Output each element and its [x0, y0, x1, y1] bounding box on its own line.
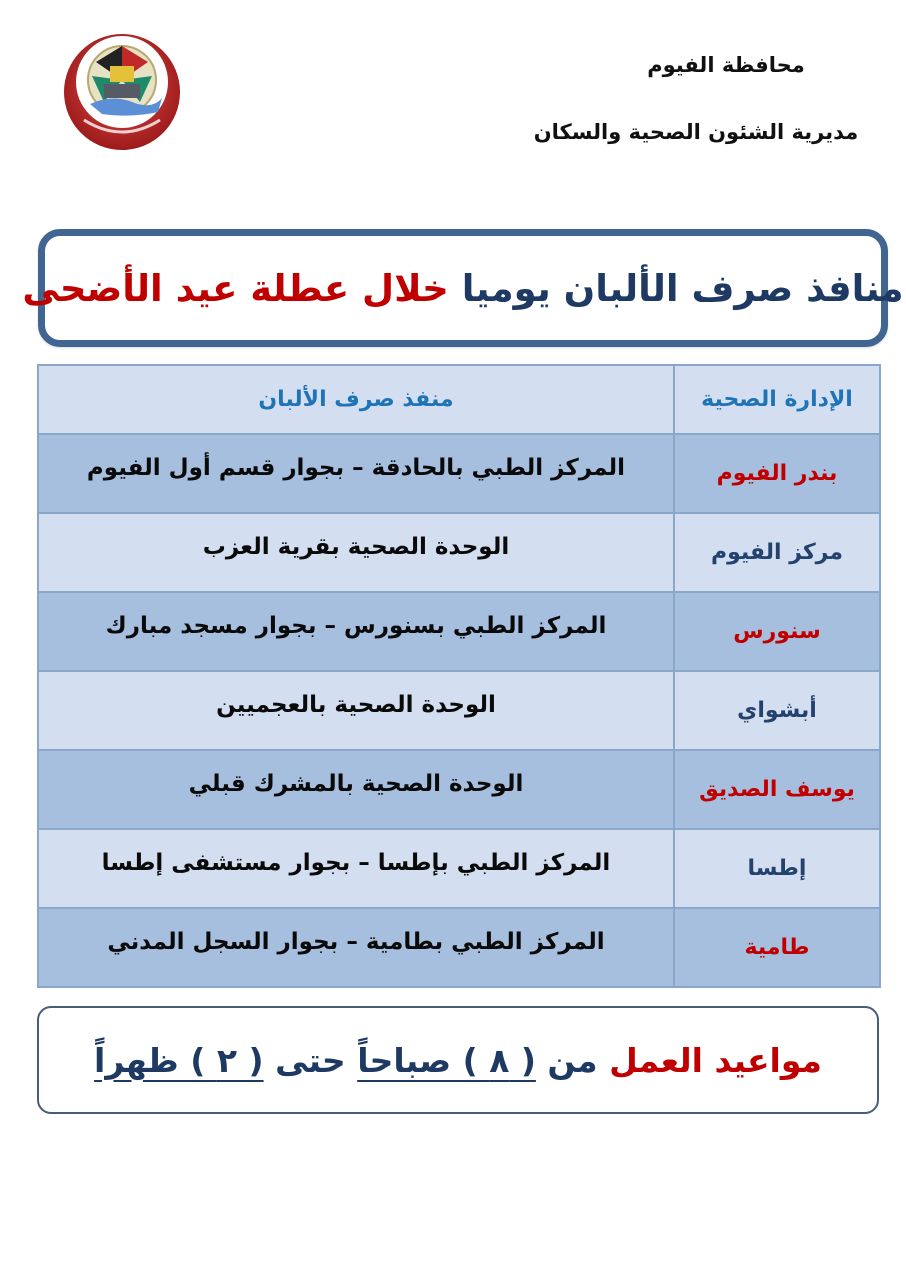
table-row [38, 592, 880, 671]
health-directorate-crescent-emblem-icon [62, 32, 182, 152]
working-hours-text [94, 1041, 822, 1080]
outlet-cell: المركز الطبي بسنورس – بجوار مسجد مبارك [38, 592, 674, 671]
department-cell: طامية [674, 908, 880, 987]
title-banner [22, 229, 904, 347]
outlet-cell: المركز الطبي بطامية – بجوار السجل المدني [38, 908, 674, 987]
milk-outlets-table [37, 364, 881, 988]
working-hours-label: مواعيد العمل [609, 1040, 822, 1080]
outlet-cell: الوحدة الصحية بالعجميين [38, 671, 674, 750]
table-row [38, 750, 880, 829]
table-row [38, 434, 880, 513]
table-header-row [38, 365, 880, 434]
department-cell: إطسا [674, 829, 880, 908]
title-outlets: منافذ صرف الألبان يوميا [461, 266, 904, 310]
outlet-cell: الوحدة الصحية بالمشرك قبلي [38, 750, 674, 829]
title-holiday: خلال عطلة عيد الأضحى [22, 266, 449, 310]
column-header-outlet: منفذ صرف الألبان [38, 365, 674, 434]
organization-header [526, 55, 866, 143]
table-row [38, 513, 880, 592]
hours-from: من [547, 1040, 598, 1080]
table-row [38, 671, 880, 750]
directorate-name: مديرية الشئون الصحية والسكان [533, 120, 859, 144]
table-row [38, 829, 880, 908]
outlet-cell: المركز الطبي بالحادقة – بجوار قسم أول الفيوم [38, 434, 674, 513]
outlet-cell: المركز الطبي بإطسا – بجوار مستشفى إطسا [38, 829, 674, 908]
table-row [38, 908, 880, 987]
hours-until: حتى [275, 1040, 346, 1080]
department-cell: يوسف الصديق [674, 750, 880, 829]
working-hours-box [37, 1006, 879, 1114]
page-title [22, 267, 903, 310]
column-header-department: الإدارة الصحية [674, 365, 880, 434]
hours-end-time: ( ٢ ) ظهراً [94, 1040, 264, 1080]
department-cell: سنورس [674, 592, 880, 671]
department-cell: أبشواي [674, 671, 880, 750]
outlet-cell: الوحدة الصحية بقرية العزب [38, 513, 674, 592]
hours-start-time: ( ٨ ) صباحاً [357, 1040, 536, 1080]
directorate-logo [62, 32, 182, 152]
governorate-name: محافظة الفيوم [647, 53, 805, 77]
department-cell: مركز الفيوم [674, 513, 880, 592]
department-cell: بندر الفيوم [674, 434, 880, 513]
